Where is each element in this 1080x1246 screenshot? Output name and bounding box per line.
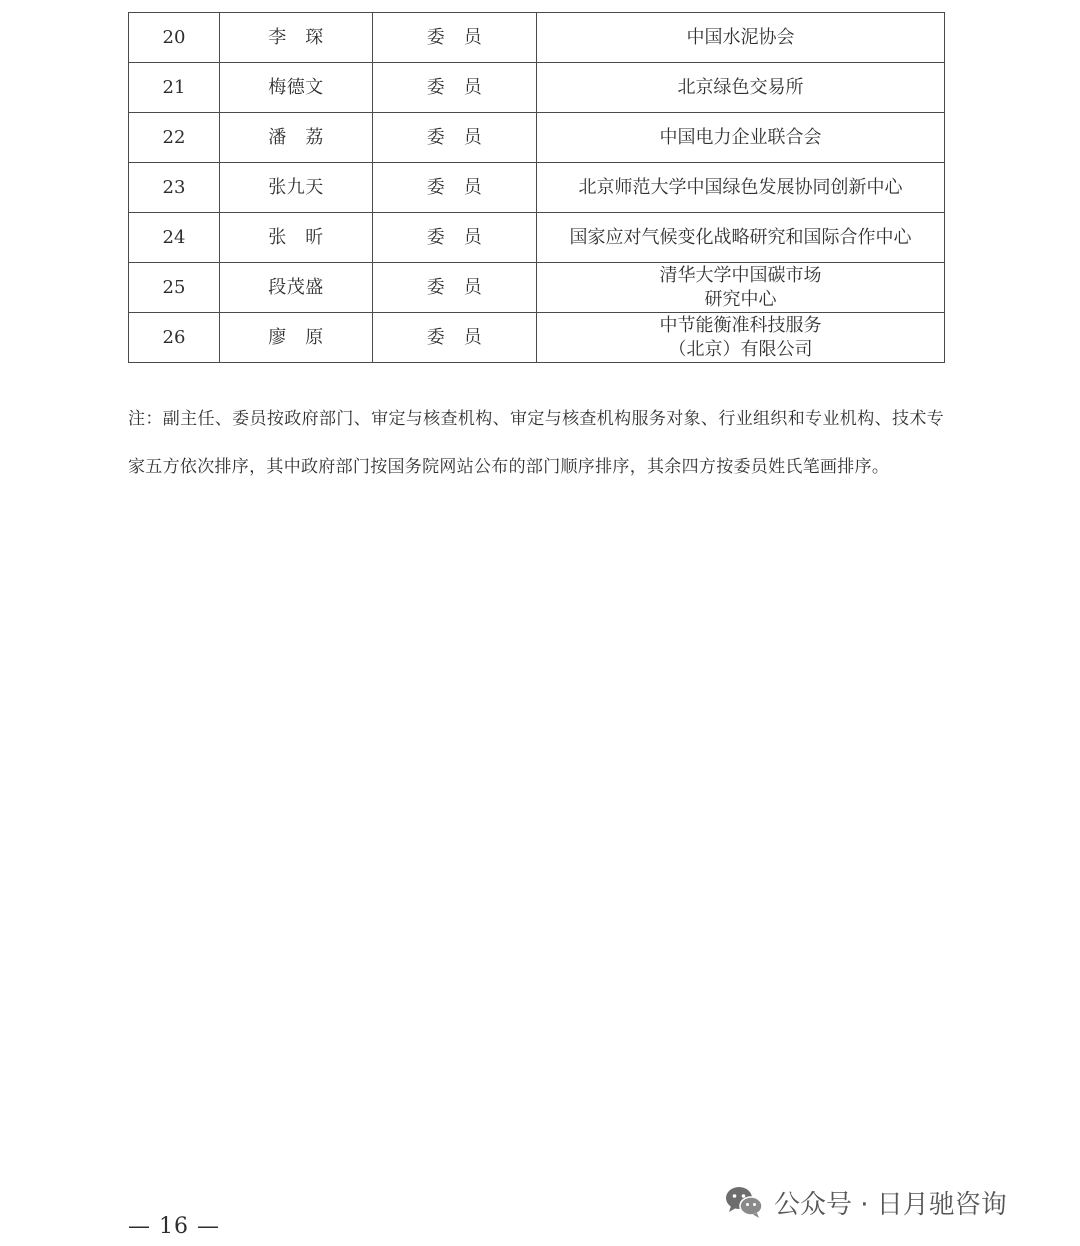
wechat-icon [724, 1184, 764, 1220]
members-table [128, 12, 945, 363]
table-row [129, 163, 945, 213]
member-organization [537, 63, 945, 113]
member-organization [537, 163, 945, 213]
member-name: 廖 原 [220, 313, 373, 363]
member-name: 张九天 [220, 163, 373, 213]
organization-line: 研究中心 [704, 288, 777, 310]
table-row [129, 263, 945, 313]
organization-line: （北京）有限公司 [668, 338, 813, 360]
organization-line: 北京师范大学中国绿色发展协同创新中心 [578, 176, 903, 198]
member-role: 委 员 [373, 163, 537, 213]
member-organization [537, 213, 945, 263]
organization-line: 国家应对气候变化战略研究和国际合作中心 [569, 226, 912, 248]
table-row [129, 113, 945, 163]
member-name: 段茂盛 [220, 263, 373, 313]
member-role: 委 员 [373, 113, 537, 163]
table-row [129, 63, 945, 113]
row-number: 25 [129, 263, 220, 313]
organization-line: 中国电力企业联合会 [659, 126, 822, 148]
watermark [724, 1180, 1007, 1224]
member-name: 李 琛 [220, 13, 373, 63]
table-row [129, 313, 945, 363]
table-row [129, 213, 945, 263]
row-number: 22 [129, 113, 220, 163]
member-organization [537, 313, 945, 363]
member-organization [537, 263, 945, 313]
row-number: 24 [129, 213, 220, 263]
member-name: 张 昕 [220, 213, 373, 263]
member-role: 委 员 [373, 263, 537, 313]
row-number: 26 [129, 313, 220, 363]
member-name: 潘 荔 [220, 113, 373, 163]
organization-line: 清华大学中国碳市场 [659, 264, 822, 286]
row-number: 23 [129, 163, 220, 213]
member-role: 委 员 [373, 313, 537, 363]
organization-line: 中节能衡准科技服务 [659, 314, 822, 336]
member-role: 委 员 [373, 13, 537, 63]
table-note: 注：副主任、委员按政府部门、审定与核查机构、审定与核查机构服务对象、行业组织和专业机构、技术专家五方依次排序，其中政府部门按国务院网站公布的部门顺序排序，其余四方按委员姓氏笔画排序。 [128, 409, 944, 477]
member-organization [537, 113, 945, 163]
table-row [129, 13, 945, 63]
organization-line: 中国水泥协会 [686, 26, 795, 48]
organization-line: 北京绿色交易所 [677, 76, 804, 98]
member-role: 委 员 [373, 213, 537, 263]
page-number: — 16 — [128, 1214, 220, 1239]
member-name: 梅德文 [220, 63, 373, 113]
row-number: 20 [129, 13, 220, 63]
watermark-text: 公众号 · 日月驰咨询 [774, 1189, 1007, 1220]
row-number: 21 [129, 63, 220, 113]
member-role: 委 员 [373, 63, 537, 113]
member-organization [537, 13, 945, 63]
